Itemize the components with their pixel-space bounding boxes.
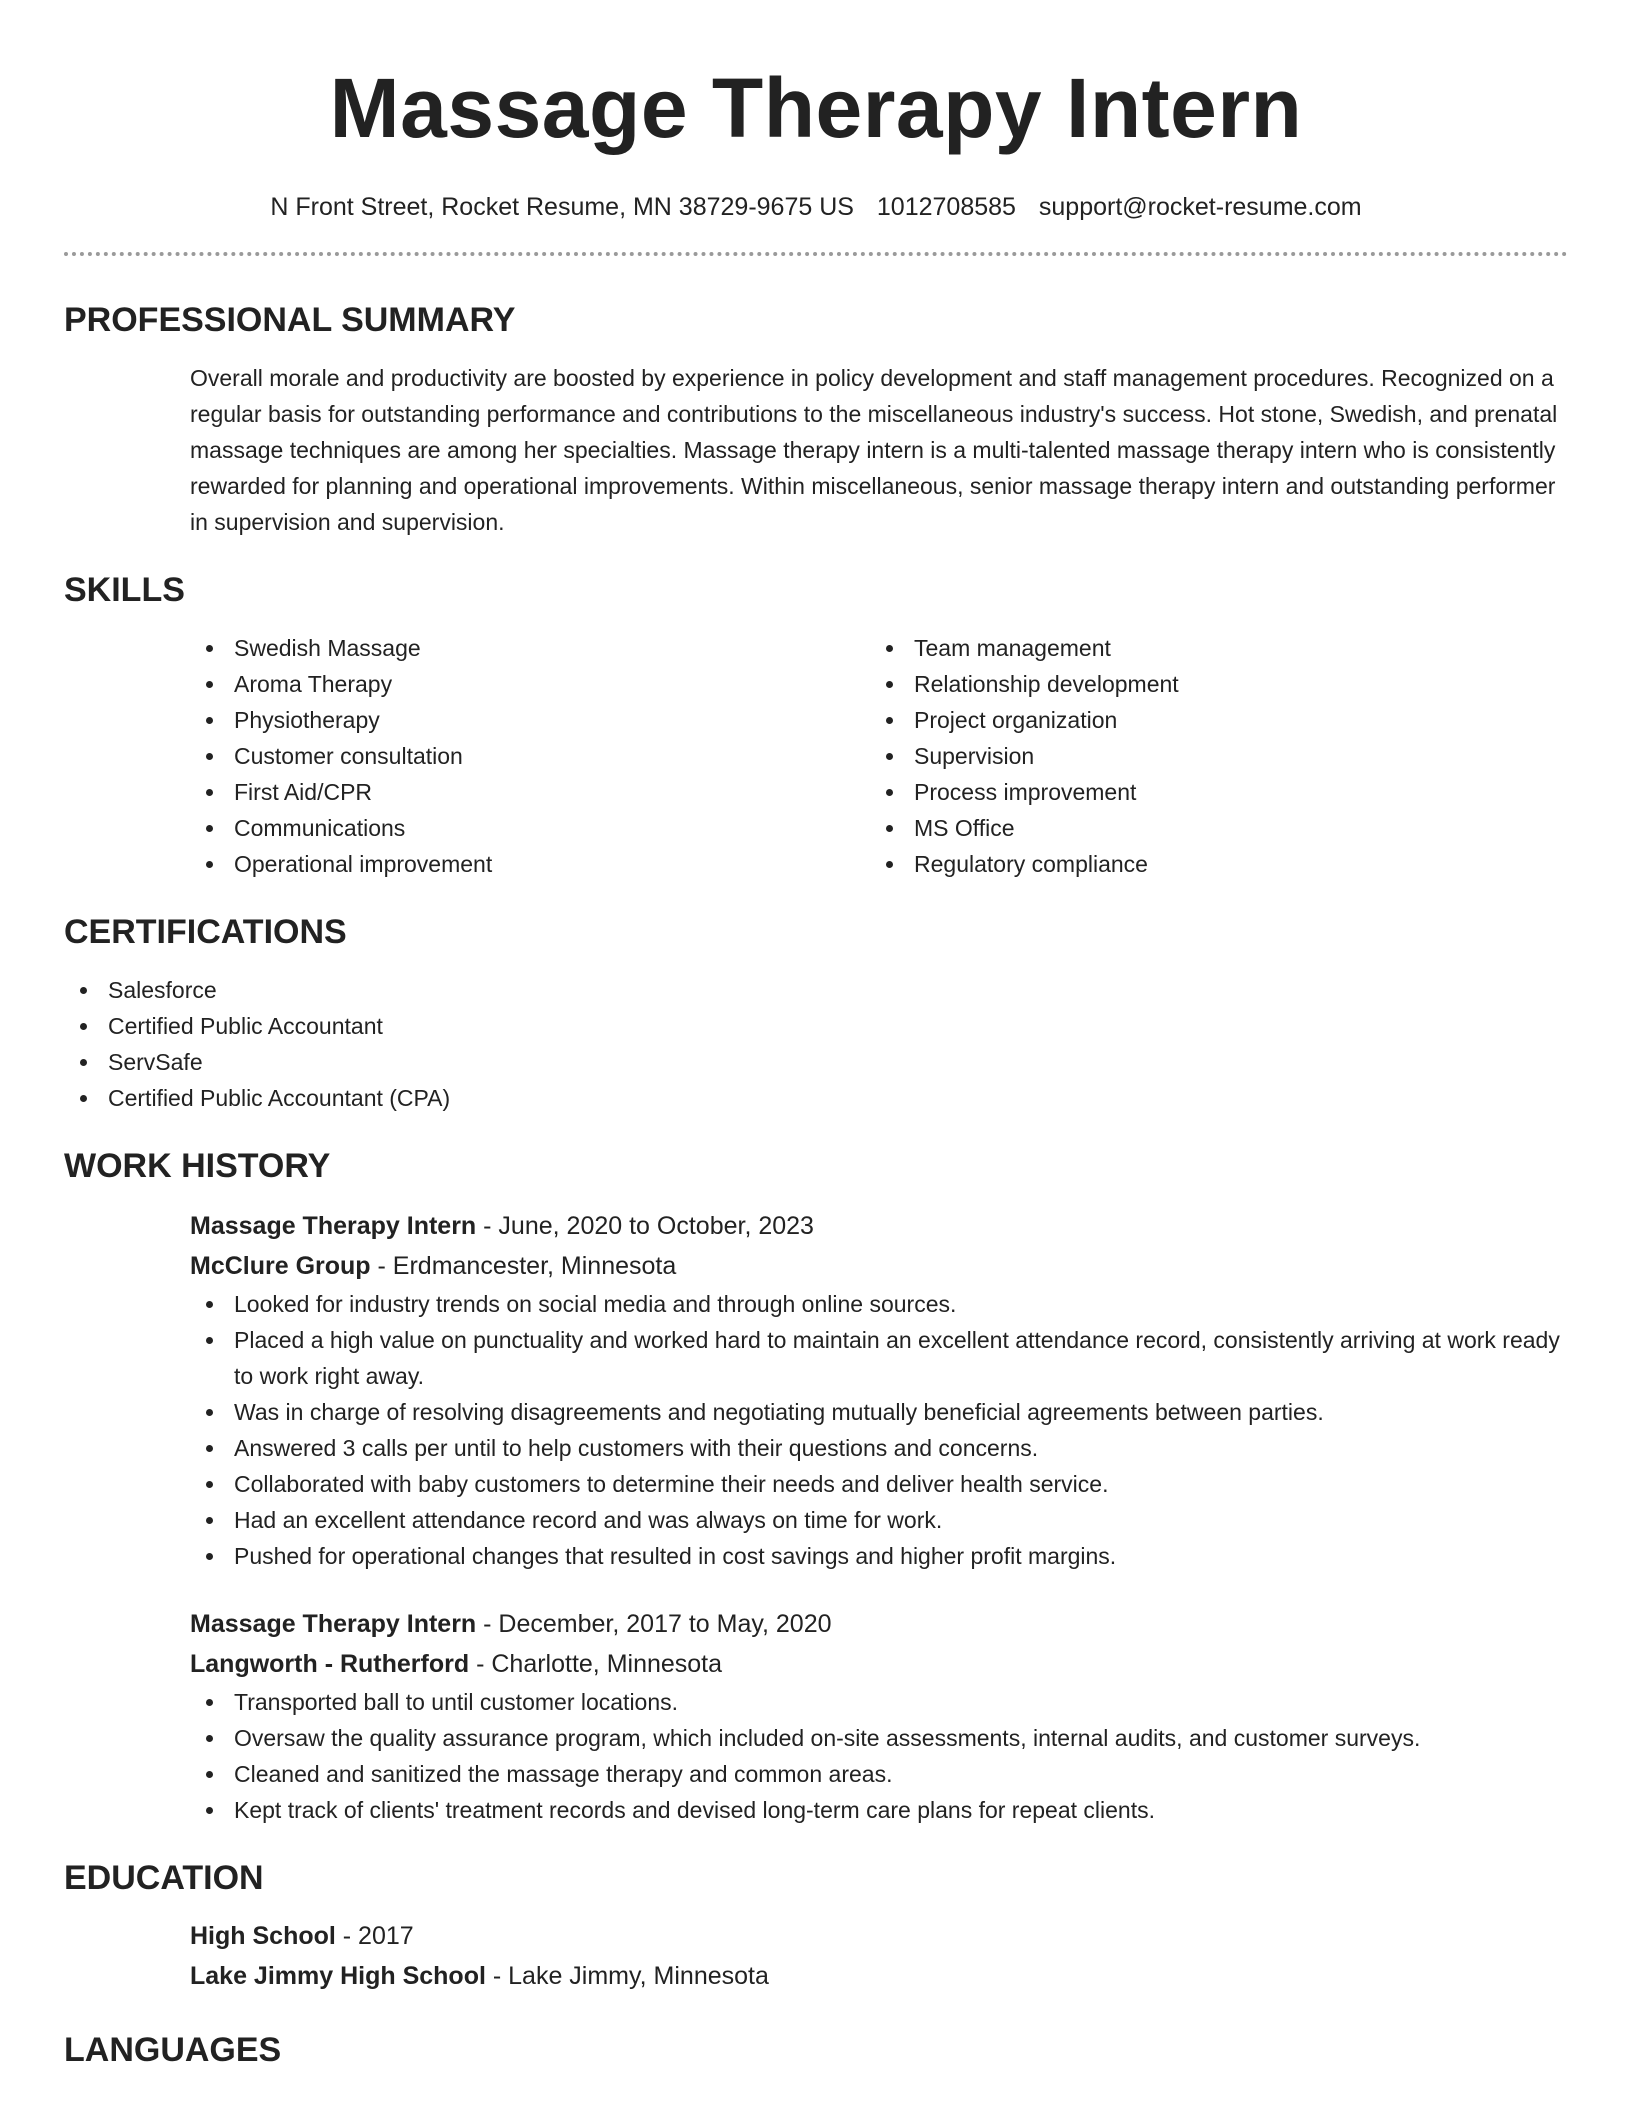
work-history-heading: WORK HISTORY bbox=[64, 1147, 331, 1185]
contact-line bbox=[64, 192, 1568, 222]
job-company-line bbox=[190, 1644, 1568, 1684]
candidate-name: Massage Therapy Intern bbox=[329, 61, 1303, 155]
skill-item: Physiotherapy bbox=[190, 702, 870, 738]
job-duties bbox=[190, 1286, 1568, 1574]
education-degree: High School bbox=[190, 1922, 336, 1950]
job-entry bbox=[190, 1604, 1568, 1828]
job-company: McClure Group bbox=[190, 1252, 371, 1280]
job-role: Massage Therapy Intern bbox=[190, 1212, 477, 1240]
skill-item: Aroma Therapy bbox=[190, 666, 870, 702]
education-heading: EDUCATION bbox=[64, 1859, 264, 1897]
education-degree-line bbox=[190, 1916, 1568, 1956]
skills-list-left bbox=[190, 630, 870, 882]
duty-item: Looked for industry trends on social media and through online sources. bbox=[190, 1286, 1568, 1322]
skill-item: Relationship development bbox=[870, 666, 1550, 702]
skill-item: MS Office bbox=[870, 810, 1550, 846]
skill-item: Swedish Massage bbox=[190, 630, 870, 666]
skill-item: First Aid/CPR bbox=[190, 774, 870, 810]
education-entry bbox=[190, 1916, 1568, 1996]
education-year: - 2017 bbox=[335, 1922, 414, 1950]
job-location: - Erdmancester, Minnesota bbox=[370, 1252, 677, 1280]
duty-item: Cleaned and sanitized the massage therapy and common areas. bbox=[190, 1756, 1568, 1792]
certification-item: Certified Public Accountant (CPA) bbox=[64, 1080, 1568, 1116]
job-location: - Charlotte, Minnesota bbox=[469, 1650, 723, 1678]
duty-item: Placed a high value on punctuality and worked hard to maintain an excellent attendance record, consistently arriving at work ready to work right away. bbox=[190, 1322, 1568, 1394]
duty-item: Had an excellent attendance record and was always on time for work. bbox=[190, 1502, 1568, 1538]
skill-item: Project organization bbox=[870, 702, 1550, 738]
job-title-line bbox=[190, 1206, 1568, 1246]
duty-item: Transported ball to until customer locations. bbox=[190, 1684, 1568, 1720]
skill-item: Process improvement bbox=[870, 774, 1550, 810]
duty-item: Collaborated with baby customers to determine their needs and deliver health service. bbox=[190, 1466, 1568, 1502]
education-school: Lake Jimmy High School bbox=[190, 1962, 486, 1990]
contact-email: support@rocket-resume.com bbox=[1038, 193, 1362, 221]
certification-item: Certified Public Accountant bbox=[64, 1008, 1568, 1044]
duty-item: Oversaw the quality assurance program, which included on-site assessments, internal audits, and customer surveys. bbox=[190, 1720, 1568, 1756]
job-entry bbox=[190, 1206, 1568, 1574]
skill-item: Team management bbox=[870, 630, 1550, 666]
duty-item: Pushed for operational changes that resulted in cost savings and higher profit margins. bbox=[190, 1538, 1568, 1574]
job-company-line bbox=[190, 1246, 1568, 1286]
education-school-line bbox=[190, 1956, 1568, 1996]
skill-item: Regulatory compliance bbox=[870, 846, 1550, 882]
skills-heading: SKILLS bbox=[64, 571, 185, 609]
summary-text: Overall morale and productivity are boosted by experience in policy development and staff management procedures. Recognized on a regular basis for outstanding performance and contributions to the miscellaneous industry's success. Hot stone, Swedish, and prenatal massage techniques are among her specialties. Massage therapy intern is a multi-talented massage therapy intern who is consistently rewarded for planning and operational improvements. Within miscellaneous, senior massage therapy intern and outstanding performer in supervision and supervision. bbox=[190, 365, 1558, 535]
contact-phone: 1012708585 bbox=[876, 193, 1016, 221]
job-role: Massage Therapy Intern bbox=[190, 1610, 477, 1638]
job-company: Langworth - Rutherford bbox=[190, 1650, 470, 1678]
job-dates: - June, 2020 to October, 2023 bbox=[476, 1212, 814, 1240]
contact-address: N Front Street, Rocket Resume, MN 38729-9675 US bbox=[270, 193, 854, 221]
skill-item: Communications bbox=[190, 810, 870, 846]
header-divider bbox=[64, 252, 1568, 256]
skills-grid bbox=[190, 630, 1568, 882]
skill-item: Customer consultation bbox=[190, 738, 870, 774]
duty-item: Answered 3 calls per until to help customers with their questions and concerns. bbox=[190, 1430, 1568, 1466]
certification-item: ServSafe bbox=[64, 1044, 1568, 1080]
summary-heading: PROFESSIONAL SUMMARY bbox=[64, 301, 516, 339]
skill-item: Operational improvement bbox=[190, 846, 870, 882]
certifications-heading: CERTIFICATIONS bbox=[64, 913, 347, 951]
certification-item: Salesforce bbox=[64, 972, 1568, 1008]
job-dates: - December, 2017 to May, 2020 bbox=[476, 1610, 832, 1638]
job-duties bbox=[190, 1684, 1568, 1828]
languages-heading: LANGUAGES bbox=[64, 2031, 282, 2069]
education-location: - Lake Jimmy, Minnesota bbox=[485, 1962, 769, 1990]
skill-item: Supervision bbox=[870, 738, 1550, 774]
duty-item: Was in charge of resolving disagreements and negotiating mutually beneficial agreements between parties. bbox=[190, 1394, 1568, 1430]
certifications-list bbox=[64, 972, 1568, 1116]
skills-list-right bbox=[870, 630, 1550, 882]
duty-item: Kept track of clients' treatment records and devised long-term care plans for repeat clients. bbox=[190, 1792, 1568, 1828]
job-title-line bbox=[190, 1604, 1568, 1644]
